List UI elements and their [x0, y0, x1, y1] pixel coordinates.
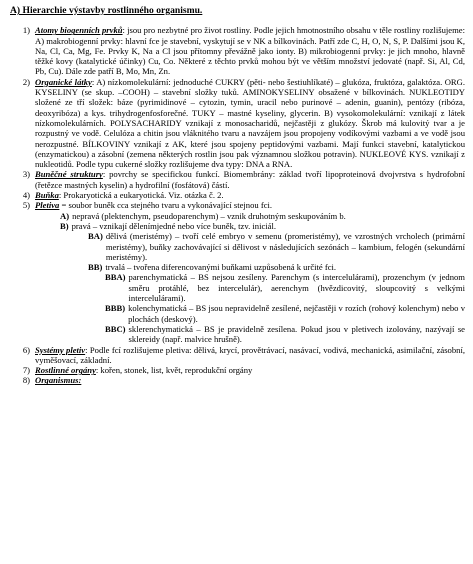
- list-item-1: [8, 25, 465, 76]
- item-term: Buňka: [35, 190, 59, 201]
- sub-text: sklerenchymatická – BS je pravidelně zesílena. Pokud jsou v pletivech izolovány, nazývají se sklereidy (např. malvice hrušně).: [128, 323, 465, 345]
- sub-tag: BB): [88, 262, 103, 273]
- sub-text: dělivá (meristémy) – tvoří celé embryo v semenu (promeristémy), ve vzrostných vrcholech (primární meristémy), buňky zachovávající si dělivost v následujících sezónách – kambium, felogén (sekundární meristémy).: [105, 231, 465, 262]
- sub-text: parenchymatická – BS nejsou zesíleny. Parenchym (s intercelulárami), prozenchym (v jednom směru protáhlé, bez intercelulár), aerenchym (hvězdicovitý, sloupcovitý s velkými intercelulárami).: [128, 272, 465, 304]
- item-text: : kořen, stonek, list, květ, reprodukční orgány: [95, 365, 253, 376]
- list-item-2: [8, 77, 465, 170]
- item-number: 6): [22, 344, 30, 355]
- item-number: 7): [22, 365, 30, 376]
- item-term: Rostlinné orgány: [35, 365, 96, 376]
- item-number: 3): [22, 169, 30, 180]
- sub-text: trvalá – tvořena diferencovanými buňkami uzpůsobená k určité fci.: [105, 262, 337, 273]
- sub-item-bbc: [105, 324, 465, 345]
- item-number: 2): [22, 76, 30, 87]
- list-item-4: [8, 190, 465, 200]
- sub-tag: B): [60, 220, 69, 231]
- sub-item-b: [60, 221, 465, 231]
- sub-item-ba: [88, 231, 465, 262]
- item-text: : povrchy se specifickou funkcí. Biomembrány: základ tvoří lipoproteinová dvojvrstva s hydrofobní (řetězce mastných kyselin) a hydrofilní (fosfátová) částí.: [35, 169, 466, 190]
- sub-tag: BBB): [105, 303, 126, 314]
- item-text: : Prokaryotická a eukaryotická. Viz. otázka č. 2.: [58, 190, 224, 201]
- sub-item-a: [60, 211, 465, 221]
- sub-item-bbb: [105, 303, 465, 324]
- sub-tag: BBC): [105, 323, 126, 334]
- item-term: Pletiva: [35, 200, 60, 211]
- item-term: Buněčné struktury: [35, 169, 103, 180]
- sub-item-bba: [105, 272, 465, 303]
- item-term: Atomy biogenních prvků: [35, 25, 123, 36]
- sub-tag: BBA): [105, 272, 126, 283]
- list-item-8: [8, 375, 465, 385]
- item-text: : Podle fcí rozlišujeme pletiva: dělivá, krycí, provětrávací, nasávací, vodivá, mechanická, asimilační, zásobní, vyměšovací, základní.: [35, 344, 465, 365]
- item-text: : A) nízkomolekulární: jednoduché CUKRY (pěti- nebo šestiuhlíkaté) – glukóza, fruktóza, galaktóza. ORG. KYSELINY (se skup. –COOH) – stavební složky tuků. AMINOKYSELINY obsažené v bílkovinách. NUKLEOTIDY složené ze tří složek: báze (pyrimidinové – cytozin, tymin, uracil nebo purinové – adenin, guanin), pentózy (ribóza, deoxyribóza) a kys. trihydrogenfosforečné. TUKY – mastné kyseliny, glycerin. B) vysokomolekulární: vznikají z látek nízkomolekulárních. POLYSACHARIDY vznikají z monosacharidů, nejčastěji z glukózy. Škrob má kulovitý tvar a je rozpustný ve vodě. Celulóza a chitin jsou vláknitého tvaru a navzájem jsou propojeny vodíkovými vazbami a ve vodě jsou nerozpustné. BÍLKOVINY vznikají z AK, které jsou spojeny peptidovými vazbami. Mají funkci stavební, katalytickou (enzymatickou) a zásobní (zemena některých rostlin jsou pak významnou složkou potravin). NUKLEOVÉ KYS. vznikají z nukleotidů. Podle typu cukerné složky rozlišujeme dva typy: DNA a RNA.: [35, 76, 465, 170]
- page-heading: A) Hierarchie výstavby rostlinného organismu.: [10, 5, 203, 16]
- item-term: Systémy pletiv: [35, 344, 86, 355]
- sub-item-bb: [88, 262, 465, 272]
- item-number: 5): [22, 200, 30, 211]
- item-number: 4): [22, 190, 30, 201]
- list-item-5: [8, 200, 465, 210]
- item-term: Organismus:: [35, 375, 82, 386]
- item-number: 1): [22, 25, 30, 36]
- item-text: : jsou pro nezbytné pro život rostliny. Podle jejich hmotnostního obsahu v těle rostliny rozlišujeme: A) makrobiogenní prvky: hlavní fce je stavební, vyskytují se v NK a bílkovinách. Patří zde C, H, O, N, S, P. Dalšími jsou K, Na, Cl, Ca, Mg, Fe. Prvky K, Na a Cl jsou přítomny převážně jako ionty. B) mikrobiogenní prvky: je jich mnoho, hlavně těžké kovy (katalytické účinky) Cu, Co. Některé z těchto prvků mohou být ve větším množství jedovaté (např. Si, Al, Cd, Pb, Cu). Dále zde patří B, Mo, Mn, Zn.: [35, 25, 465, 77]
- item-term: Organické látky: [35, 76, 92, 87]
- sub-tag: A): [60, 210, 70, 221]
- sub-text: nepravá (plektenchym, pseudoparenchym) – vznik druhotným seskupováním b.: [72, 210, 346, 221]
- list-item-6: [8, 345, 465, 366]
- sub-tag: BA): [88, 231, 103, 242]
- item-text: = soubor buněk cca stejného tvaru a vykonávající stejnou fci.: [59, 200, 273, 211]
- list-item-7: [8, 365, 465, 375]
- list-item-3: [8, 169, 465, 190]
- sub-text: kolenchymatická – BS jsou nepravidelně zesílené, nejčastěji v rozích (rohový kolenchym) nebo v plochách (deskový).: [128, 303, 465, 324]
- sub-text: pravá – vznikají dělenímjedné nebo více buněk, tzv. iniciál.: [71, 220, 277, 231]
- item-number: 8): [22, 375, 30, 386]
